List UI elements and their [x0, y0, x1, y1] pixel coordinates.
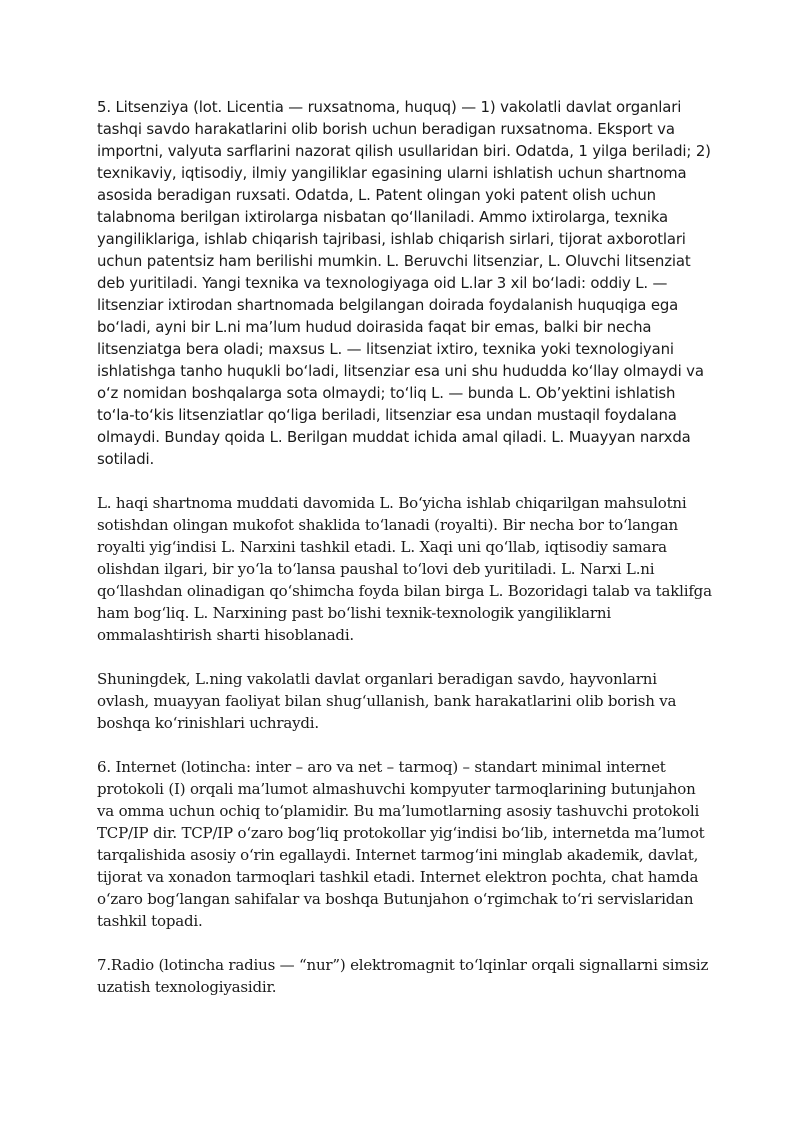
paragraph-spacer [97, 734, 712, 756]
paragraph-spacer [97, 646, 712, 668]
paragraph-radio-definition: 7.Radio (lotincha radius — “nur”) elektromagnit to‘lqinlar orqali signallarni simsiz uzatish texnologiyasidir. [97, 956, 709, 996]
paragraph-spacer [97, 470, 712, 492]
paragraph-spacer [97, 932, 712, 954]
paragraph-litsenziya-royalty: L. haqi shartnoma muddati davomida L. Bo‘yicha ishlab chiqarilgan mahsulotni sotishdan olingan mukofot shaklida to‘lanadi (royalti). Bir necha bor to‘langan royalti yig‘indisi L. Narxini tashkil etadi. L. Xaqi uni qo‘llab, iqtisodiy samara olishdan ilgari, bir yo‘la to‘lansa paushal to‘lovi deb yuritiladi. L. Narxi L.ni qo‘llashdan olinadigan qo‘shimcha foyda bilan birga L. Bozoridagi talab va taklifga ham bog‘liq. L. Narxining past bo‘lishi texnik-texnologik yangiliklarni ommalashtirish sharti hisoblanadi. [97, 494, 712, 644]
paragraph-internet-definition: 6. Internet (lotincha: inter – aro va net – tarmoq) – standart minimal internet protokoli (I) orqali ma’lumot almashuvchi kompyuter tarmoqlarining butunjahon va omma uchun ochiq to‘plamidir. Bu ma’lumotlarning asosiy tashuvchi protokoli TCP/IP dir. TCP/IP o‘zaro bog‘liq protokollar yig‘indisi bo‘lib, internetda ma’lumot tarqalishida asosiy o‘rin egallaydi. Internet tarmog‘ini minglab akademik, davlat, tijorat va xonadon tarmoqlari tashkil etadi. Internet elektron pochta, chat hamda o‘zaro bog‘langan sahifalar va boshqa Butunjahon o‘rgimchak to‘ri servislaridan tashkil topadi. [97, 758, 705, 930]
document-page [97, 96, 712, 998]
paragraph-litsenziya-other-forms: Shuningdek, L.ning vakolatli davlat organlari beradigan savdo, hayvonlarni ovlash, muayyan faoliyat bilan shug‘ullanish, bank harakatlarini olib borish va boshqa ko‘rinishlari uchraydi. [97, 670, 677, 732]
paragraph-litsenziya-definition: 5. Litsenziya (lot. Licentia — ruxsatnoma, huquq) — 1) vakolatli davlat organlari tashqi savdo harakatlarini olib borish uchun beradigan ruxsatnoma. Eksport va importni, valyuta sarflarini nazorat qilish usullaridan biri. Odatda, 1 yilga beriladi; 2) texnikaviy, iqtisodiy, ilmiy yangiliklar egasining ularni ishlatish uchun shartnoma asosida beradigan ruxsati. Odatda, L. Patent olingan yoki patent olish uchun talabnoma berilgan ixtirolarga nisbatan qo‘llaniladi. Ammo ixtirolarga, texnika yangiliklariga, ishlab chiqarish tajribasi, ishlab chiqarish sirlari, tijorat axborotlari uchun patentsiz ham berilishi mumkin. L. Beruvchi litsenziar, L. Oluvchi litsenziat deb yuritiladi. Yangi texnika va texnologiyaga oid L.lar 3 xil bo‘ladi: oddiy L. — litsenziar ixtirodan shartnomada belgilangan doirada foydalanish huquqiga ega bo‘ladi, ayni bir L.ni ma’lum hudud doirasida faqat bir emas, balki bir necha litsenziatga bera oladi; maxsus L. — litsenziat ixtiro, texnika yoki texnologiyani ishlatishga tanho huqukli bo‘ladi, litsenziar esa uni shu hududda ko‘llay olmaydi va o‘z nomidan boshqalarga sota olmaydi; to‘liq L. — bunda L. Ob’yektini ishlatish to‘la-to‘kis litsenziatlar qo‘liga beriladi, litsenziar esa undan mustaqil foydalana olmaydi. Bunday qoida L. Berilgan muddat ichida amal qiladi. L. Muayyan narxda sotiladi. [97, 98, 711, 468]
